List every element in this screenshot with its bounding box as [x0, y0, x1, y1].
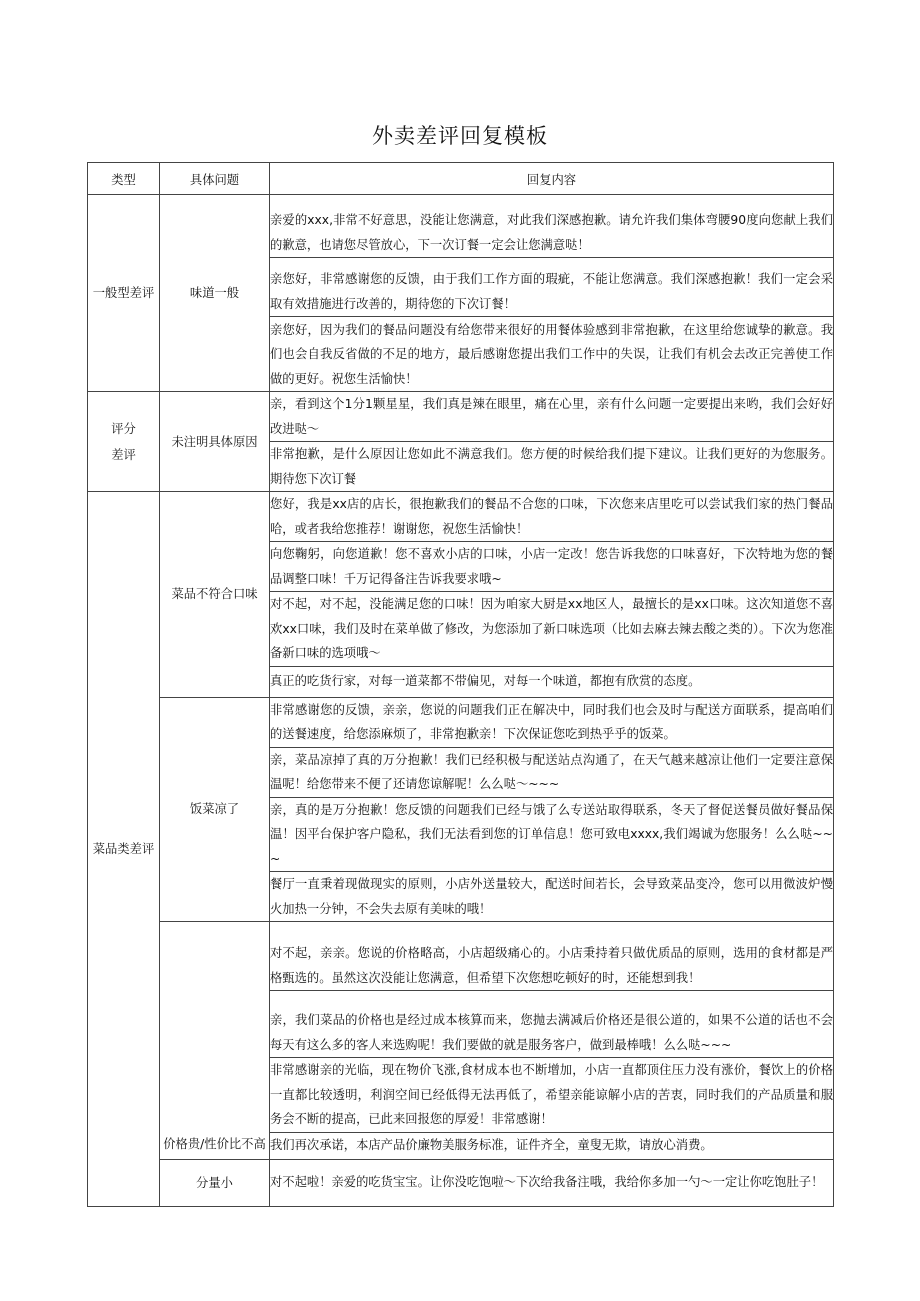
header-issue: 具体问题 [160, 163, 270, 195]
table-row [88, 195, 834, 258]
table-row [88, 922, 834, 991]
type-rating-line2: 差评 [111, 447, 136, 462]
reply-cell: 我们再次承诺，本店产品价廉物美服务标准，证件齐全，童叟无欺，请放心消费。 [270, 1132, 834, 1159]
reply-cell: 对不起啦！亲爱的吃货宝宝。让你没吃饱啦～下次给我备注哦，我给你多加一勺～一定让你吃饱肚子！ [270, 1159, 834, 1206]
type-dish: 菜品类差评 [88, 492, 160, 1207]
reply-cell: 餐厅一直秉着现做现实的原则，小店外送量较大，配送时间若长，会导致菜品变冷，您可以用微波炉慢火加热一分钟，不会失去原有美味的哦！ [270, 872, 834, 922]
reply-cell: 对不起，亲亲。您说的价格略高，小店超级痛心的。小店秉持着只做优质品的原则，选用的食材都是严格甄选的。虽然这次没能让您满意，但希望下次您想吃顿好的时，还能想到我！ [270, 922, 834, 991]
reply-template-table [87, 162, 834, 1207]
reply-cell: 您好，我是xx店的店长，很抱歉我们的餐品不合您的口味，下次您来店里吃可以尝试我们家的热门餐品哈，或者我给您推荐！谢谢您，祝您生活愉快！ [270, 492, 834, 542]
page-title: 外卖差评回复模板 [372, 124, 548, 148]
reply-cell: 对不起，对不起，没能满足您的口味！因为咱家大厨是xx地区人，最擅长的是xx口味。这次知道您不喜欢xx口味，我们及时在菜单做了修改，为您添加了新口味选项（比如去麻去辣去酸之类的）。下次为您准备新口味的选项哦～ [270, 592, 834, 667]
reply-cell: 非常抱歉，是什么原因让您如此不满意我们。您方便的时候给我们提下建议。让我们更好的为您服务。期待您下次订餐 [270, 442, 834, 492]
reply-cell: 亲您好，因为我们的餐品问题没有给您带来很好的用餐体验感到非常抱歉，在这里给您诚挚的歉意。我们也会自我反省做的不足的地方，最后感谢您提出我们工作中的失误，让我们有机会去改正完善使工作做的更好。祝您生活愉快！ [270, 317, 834, 392]
issue-portion-small: 分量小 [160, 1159, 270, 1206]
issue-unspecified: 未注明具体原因 [160, 392, 270, 492]
reply-cell: 亲您好，非常感谢您的反馈，由于我们工作方面的瑕疵，不能让您满意。我们深感抱歉！我们一定会采取有效措施进行改善的，期待您的下次订餐！ [270, 258, 834, 317]
header-type: 类型 [88, 163, 160, 195]
header-reply: 回复内容 [270, 163, 834, 195]
issue-taste-mismatch: 菜品不符合口味 [160, 492, 270, 698]
reply-cell: 亲，看到这个1分1颗星星，我们真是辣在眼里，痛在心里，亲有什么问题一定要提出来哟，我们会好好改进哒～ [270, 392, 834, 442]
issue-food-cold: 饭菜凉了 [160, 697, 270, 922]
reply-cell: 亲，我们菜品的价格也是经过成本核算而来，您抛去满减后价格还是很公道的，如果不公道的话也不会每天有这么多的客人来选购呢！我们要做的就是服务客户，做到最棒哦！么么哒~~~ [270, 991, 834, 1058]
reply-cell: 向您鞠躬，向您道歉！您不喜欢小店的口味，小店一定改！您告诉我您的口味喜好，下次特地为您的餐品调整口味！千万记得备注告诉我要求哦~ [270, 542, 834, 592]
reply-cell: 亲，菜品凉掉了真的万分抱歉！我们已经积极与配送站点沟通了，在天气越来越凉让他们一定要注意保温呢！给您带来不便了还请您谅解呢！么么哒～~~~ [270, 747, 834, 797]
type-rating-line1: 评分 [111, 421, 136, 436]
reply-cell: 非常感谢亲的光临，现在物价飞涨,食材成本也不断增加，小店一直都顶住压力没有涨价，餐饮上的价格一直都比较透明，利润空间已经低得无法再低了，希望亲能谅解小店的苦衷，同时我们的产品质量和服务会不断的提高，已此来回报您的厚爱！非常感谢！ [270, 1058, 834, 1133]
issue-taste-average: 味道一般 [160, 195, 270, 392]
table-row [88, 697, 834, 747]
type-general: 一般型差评 [88, 195, 160, 392]
type-rating [88, 392, 160, 492]
reply-cell: 非常感谢您的反馈，亲亲，您说的问题我们正在解决中，同时我们也会及时与配送方面联系，提高咱们的送餐速度，给您添麻烦了，非常抱歉亲！下次保证您吃到热乎乎的饭菜。 [270, 697, 834, 747]
table-row [88, 492, 834, 542]
table-header-row [88, 163, 834, 195]
table-row [88, 392, 834, 442]
issue-price-high: 价格贵/性价比不高 [160, 922, 270, 1160]
reply-cell: 真正的吃货行家，对每一道菜都不带偏见，对每一个味道，都抱有欣赏的态度。 [270, 666, 834, 697]
table-row [88, 1159, 834, 1206]
reply-cell: 亲，真的是万分抱歉！您反馈的问题我们已经与饿了么专送站取得联系，冬天了督促送餐员做好餐品保温！因平台保护客户隐私，我们无法看到您的订单信息！您可致电xxxx,我们竭诚为您服务！么么哒~~~ [270, 797, 834, 872]
reply-cell: 亲爱的xxx,非常不好意思，没能让您满意，对此我们深感抱歉。请允许我们集体弯腰90度向您献上我们的歉意，也请您尽管放心，下一次订餐一定会让您满意哒！ [270, 195, 834, 258]
